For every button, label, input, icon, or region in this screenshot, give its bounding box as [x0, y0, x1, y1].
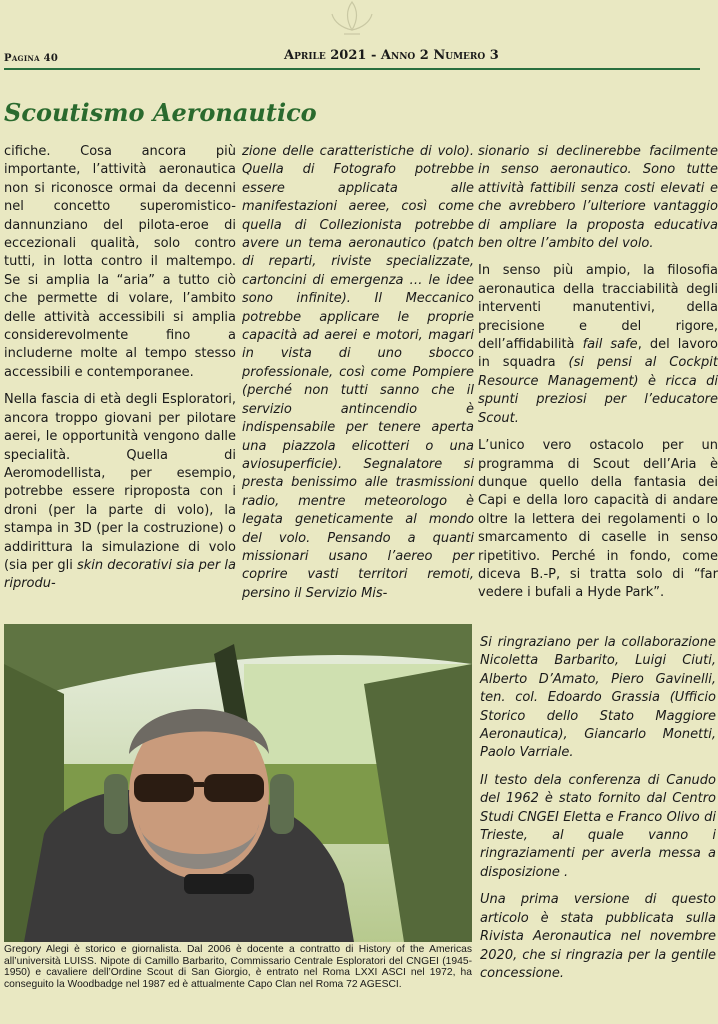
photo-caption: Gregory Alegi è storico e giornalista. Dal 2006 è docente a contratto di History of the Americas all’università LUISS. Nipote di Camillo Barbarito, Commissario Centrale Esploratori del CNGEI (1945-1950) e cavaliere dell’Ordine Scout di San Giorgio, è entrato nel Roma LXXI ASCI nel 1972, ha conseguito la Woodbadge nel 1987 ed è attualmente Capo Clan nel Roma 72 AGESCI. [4, 944, 472, 990]
thanks-paragraph: Si ringraziano per la collaborazione Nicoletta Barbarito, Luigi Ciuti, Alberto D’Amato, Piero Gavinelli, ten. col. Edoardo Grassia (Ufficio Storico dello Stato Maggiore Aeronautica), Giancarlo Monetti, Paolo Varriale. [480, 635, 716, 761]
paragraph: In senso più ampio, la filosofia aeronautica della tracciabilità degli interventi manutentivi, della precisione e del rigore, dell’affidabilità fail safe, del lavoro in squadra (si pensi al Cockpit Resource Management) è ricca di spunti preziosi per l’educatore Scout. [478, 263, 718, 426]
paragraph: Nella fascia di età degli Esploratori, ancora troppo giovani per pilotare aerei, le opportunità vengono dalle specialità. Quella di Aeromodellista, per esempio, potrebbe essere riproposta con i droni (per la parte di volo), la stampa in 3D (per la costruzione) o addirittura la simulazione di volo (sia per gli skin decorativi sia per la riprodu- [4, 392, 236, 592]
article-column-3 [478, 143, 718, 612]
article-column-1 [4, 143, 236, 603]
issue-info: Aprile 2021 - Anno 2 Numero 3 [284, 48, 499, 63]
paragraph: cifiche. Cosa ancora più importante, l’attività aeronautica non si riconosce ormai da decenni nel concetto superomistico-dannunziano del pilota-eroe di eccezionali qualità, solo contro tutti, in lotta contro il maltempo. Se si amplia la “aria” a tutto ciò che permette di volare, l’ambito delle attività accessibili si amplia considerevolmente fino a includerne molte al tempo stesso accessibili e contemporanee. [4, 144, 236, 380]
first-version-paragraph: Una prima versione di questo articolo è stata pubblicata sulla Rivista Aeronautica nel novembre 2020, che si ringrazia per la gentile concessione. [480, 892, 716, 981]
article-column-2 [242, 143, 474, 612]
acknowledgements [480, 634, 716, 992]
page-number: Pagina 40 [4, 53, 59, 64]
paragraph: zione delle caratteristiche di volo). Quella di Fotografo potrebbe essere applicata alle manifestazioni aeree, così come quella di Collezionista potrebbe avere un tema aeronautico (patch di reparti, riviste specializzate, cartoncini di emergenza … le idee sono infinite). Il Meccanico potrebbe applicare le proprie capacità ad aerei e motori, magari in vista di uno sbocco professionale, così come Pompiere (perché non tutti sanno che il servizio antincendio è indispensabile per tenere aperta una piazzola elicotteri o una aviosuperficie). Segnalatore si presta benissimo alle trasmissioni radio, mentre meteorologo è legata geneticamente al mondo del volo. Pensando a quanti missionari usano l’aereo per coprire vasti territori remoti, persino il Servizio Mis- [242, 144, 474, 601]
header-divider [4, 68, 700, 70]
fleur-de-lis-ornament-icon [322, 0, 382, 40]
author-photo [4, 624, 472, 942]
section-title: Scoutismo Aeronautico [4, 98, 317, 127]
source-paragraph: Il testo dela conferenza di Canudo del 1962 è stato fornito dal Centro Studi CNGEI Eletta e Franco Olivo di Trieste, al quale vanno i ringraziamenti per averla messa a disposizione . [480, 772, 716, 880]
paragraph: L’unico vero ostacolo per un programma di Scout dell’Aria è dunque quello della fantasia dei Capi e della loro capacità di andare oltre la lettera dei regolamenti o lo smarcamento di caselle in senso ripetitivo. Perché in fondo, come diceva B.-P, si tratta solo di “far vedere i bufali a Hyde Park”. [478, 438, 718, 601]
paragraph: sionario si declinerebbe facilmente in senso aeronautico. Sono tutte attività fattibili senza costi elevati e che avrebbero l’ulteriore vantaggio di ampliare la proposta educativa ben oltre l’ambito del volo. [478, 144, 718, 252]
